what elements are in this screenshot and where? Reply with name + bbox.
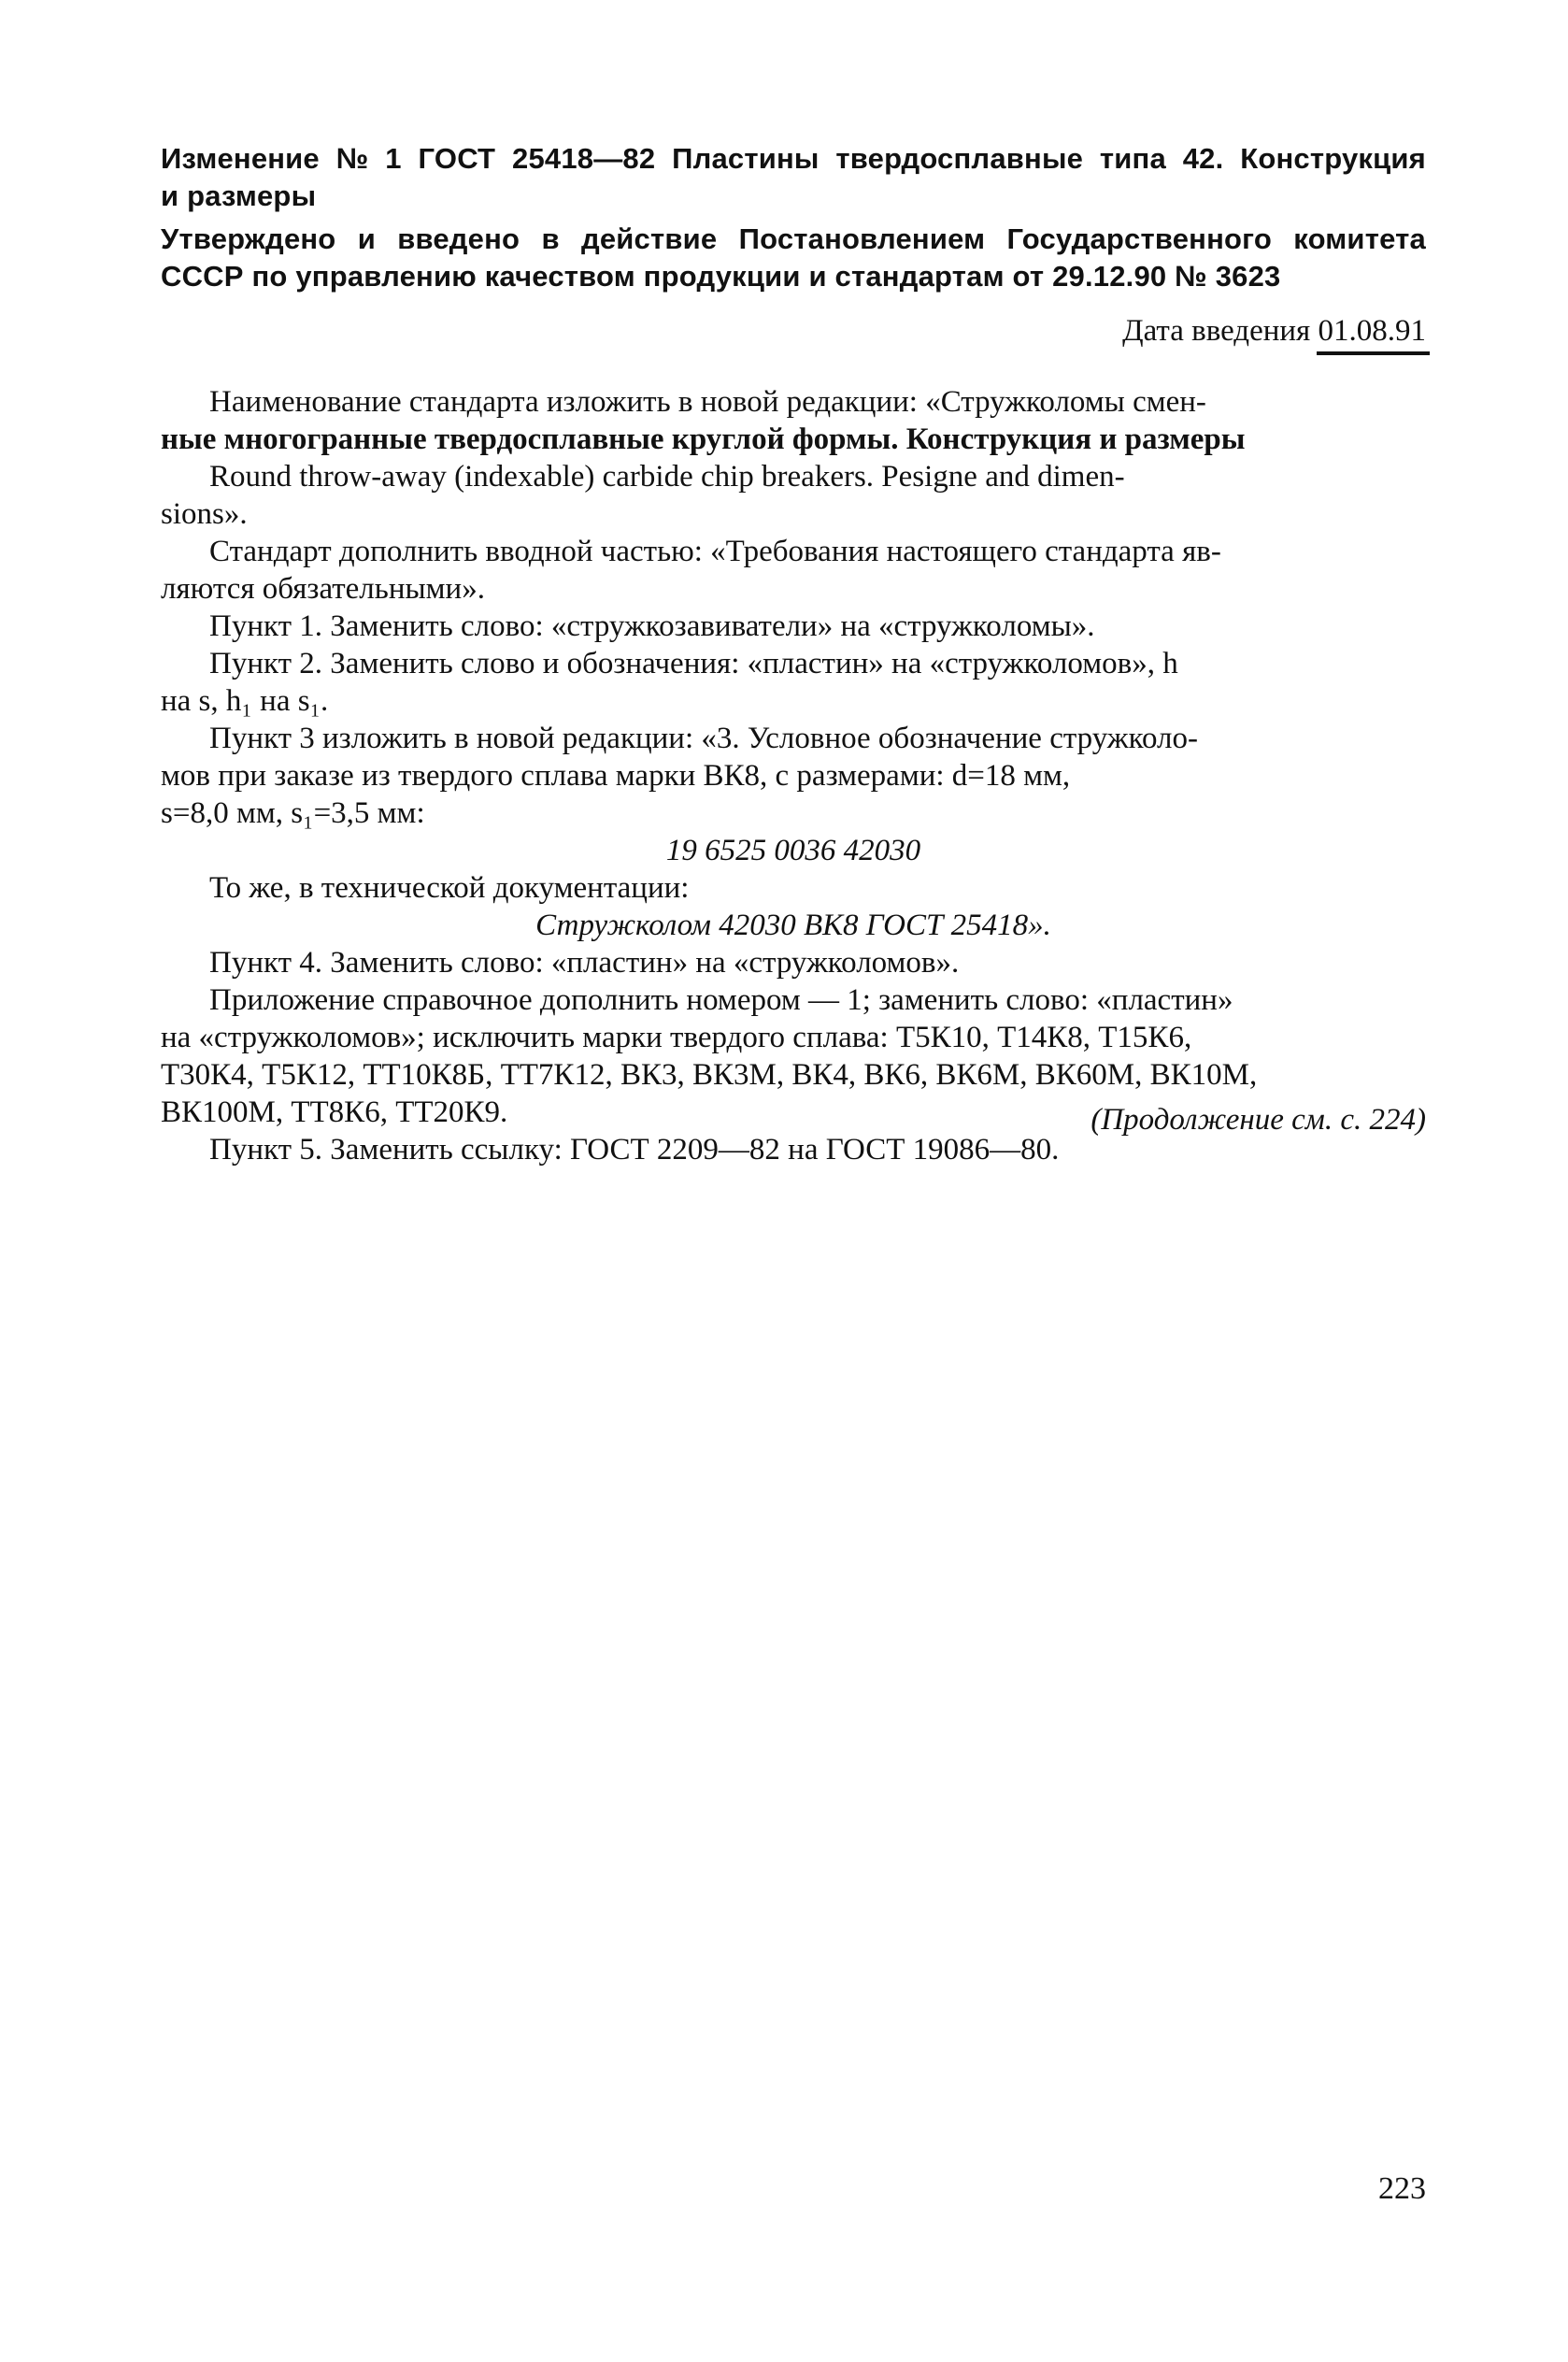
para-appendix-line-3: Т30К4, Т5К12, ТТ10К8Б, ТТ7К12, ВК3, ВК3М, ВК4, ВК6, ВК6М, ВК60М, ВК10М, — [161, 1058, 1258, 1092]
para-item-4: Пункт 4. Заменить слово: «пластин» на «стружколомов». — [209, 946, 960, 980]
para-technical-doc: То же, в технической документации: — [209, 871, 690, 905]
amendment-title-line-1: Изменение № 1 ГОСТ 25418—82 Пластины твердосплавные типа 42. Конструкция — [161, 142, 1426, 175]
page-number: 223 — [1378, 2171, 1426, 2206]
para-title-change-line-4: sions». — [161, 497, 248, 531]
order-code: 19 6525 0036 42030 — [665, 834, 921, 867]
para-item-3-line-1: Пункт 3 изложить в новой редакции: «3. Условное обозначение стружколо- — [209, 722, 1198, 755]
approval-statement — [161, 221, 1426, 295]
para-item-3-line-3: s=8,0 мм, s₁=3,5 мм: — [161, 796, 425, 830]
effective-date-value: 01.08.91 — [1318, 314, 1426, 348]
amendment-body — [161, 383, 1426, 1168]
approval-line-1: Утверждено и введено в действие Постановлением Государственного комитета — [161, 222, 1426, 255]
designation-example: Стружколом 42030 ВК8 ГОСТ 25418». — [535, 909, 1051, 942]
para-item-2-line-2: на s, h₁ на s₁. — [161, 684, 329, 718]
para-intro-line-1: Стандарт дополнить вводной частью: «Требования настоящего стандарта яв- — [209, 535, 1221, 568]
para-item-5: Пункт 5. Заменить ссылку: ГОСТ 2209—82 на ГОСТ 19086—80. — [209, 1133, 1060, 1167]
para-item-1: Пункт 1. Заменить слово: «стружкозавиватели» на «стружколомы». — [209, 609, 1095, 643]
para-appendix-line-1: Приложение справочное дополнить номером — 1; заменить слово: «пластин» — [209, 983, 1233, 1017]
amendment-title — [161, 140, 1426, 215]
para-appendix-line-4: ВК100М, ТТ8К6, ТТ20К9. — [161, 1095, 508, 1129]
para-item-2-line-1: Пункт 2. Заменить слово и обозначения: «пластин» на «стружколомов», h — [209, 647, 1178, 680]
approval-line-2: СССР по управлению качеством продукции и стандартам от 29.12.90 № 3623 — [161, 260, 1281, 293]
effective-date-label: Дата введения — [1122, 314, 1311, 348]
para-title-change-line-2: ные многогранные твердосплавные круглой формы. Конструкция и размеры — [161, 422, 1246, 456]
effective-date — [1122, 312, 1426, 350]
para-appendix-line-2: на «стружколомов»; исключить марки твердого сплава: Т5К10, Т14К8, Т15К6, — [161, 1021, 1192, 1054]
para-title-change-line-1: Наименование стандарта изложить в новой редакции: «Стружколомы смен- — [209, 385, 1206, 419]
amendment-title-line-2: и размеры — [161, 179, 317, 212]
para-intro-line-2: ляются обязательными». — [161, 572, 485, 606]
continuation-note: (Продолжение см. с. 224) — [1090, 1103, 1426, 1137]
para-title-change-line-3: Round throw-away (indexable) carbide chip breakers. Pesigne and dimen- — [209, 460, 1125, 494]
para-item-3-line-2: мов при заказе из твердого сплава марки ВК8, с размерами: d=18 мм, — [161, 759, 1071, 793]
